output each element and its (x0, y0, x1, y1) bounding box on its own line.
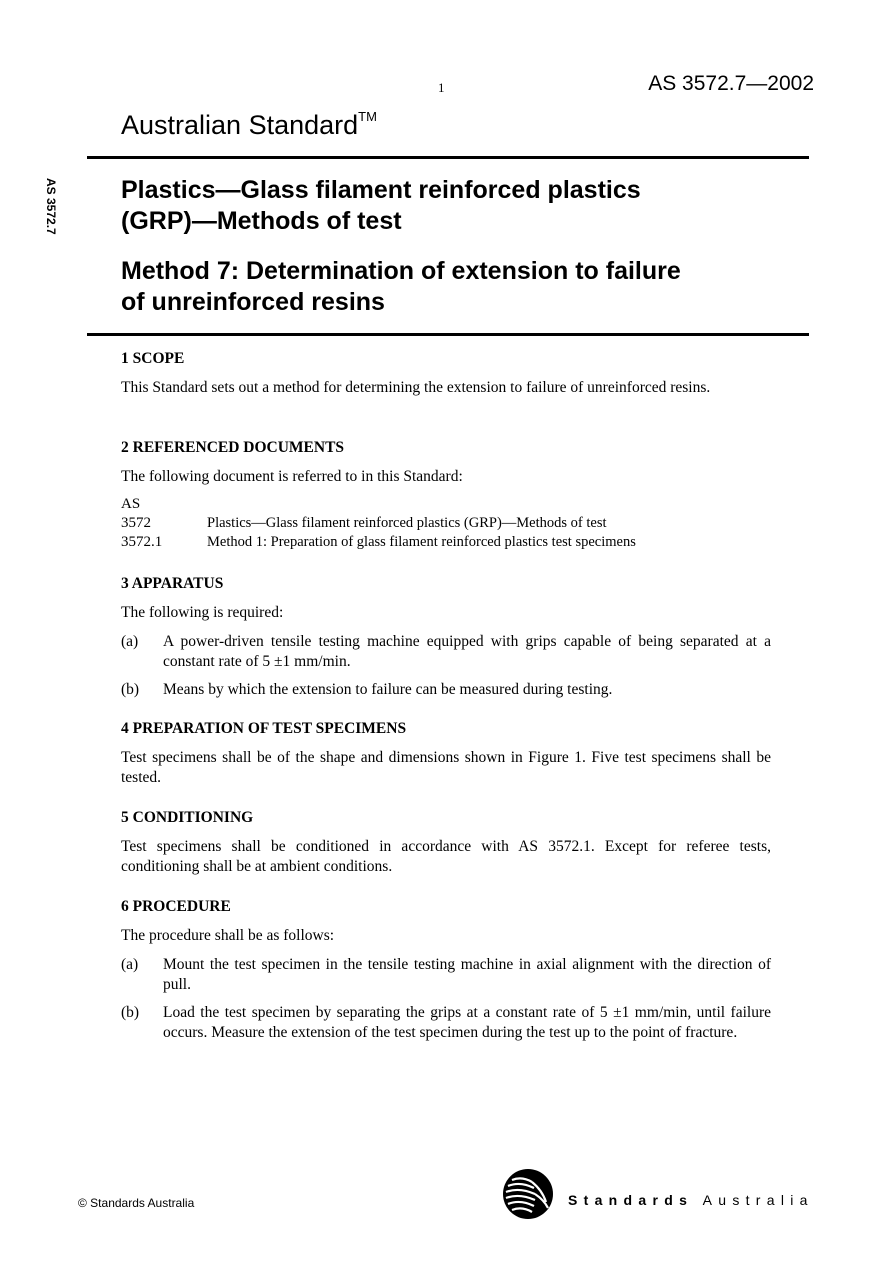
standards-australia-logo-icon (502, 1168, 554, 1220)
standard-brand (121, 109, 377, 141)
standards-australia-wordmark (568, 1192, 814, 1208)
title-line-2: (GRP)—Methods of test (121, 207, 402, 235)
title-line-1: Plastics—Glass filament reinforced plastics (121, 176, 641, 204)
reference-title: Method 1: Preparation of glass filament reinforced plastics test specimens (207, 534, 636, 550)
document-title (121, 175, 641, 237)
reference-code: 3572.1 (121, 534, 163, 550)
section-heading-scope: 1 SCOPE (121, 350, 185, 367)
list-item-text: Mount the test specimen in the tensile testing machine in axial alignment with the direction of pull. (163, 956, 771, 993)
list-item-text: Means by which the extension to failure can be measured during testing. (163, 681, 613, 698)
brand-text: Australian Standard (121, 110, 359, 140)
scope-text: This Standard sets out a method for determining the extension to failure of unreinforced resins. (121, 379, 711, 396)
list-item (121, 680, 771, 700)
list-item (121, 632, 771, 671)
footer-copyright: © Standards Australia (78, 1196, 195, 1210)
reference-list (121, 496, 771, 556)
list-item-label: (a) (121, 956, 139, 973)
reference-title: Plastics—Glass filament reinforced plastics (GRP)—Methods of test (207, 515, 607, 531)
apparatus-intro: The following is required: (121, 604, 284, 621)
procedure-intro: The procedure shall be as follows: (121, 927, 335, 944)
section-heading-referenced-documents: 2 REFERENCED DOCUMENTS (121, 439, 345, 456)
list-item (121, 1003, 771, 1042)
page-number: 1 (438, 80, 445, 95)
section-heading-conditioning: 5 CONDITIONING (121, 809, 254, 826)
section-heading-procedure: 6 PROCEDURE (121, 898, 231, 915)
method-title (121, 256, 681, 318)
list-item-text: Load the test specimen by separating the grips at a constant rate of 5 ±1 mm/min, until failure occurs. Measure the extension of the test specimen during the test up to the point of fracture. (163, 1004, 771, 1041)
reference-code: 3572 (121, 515, 151, 531)
list-item-label: (a) (121, 633, 139, 650)
section-heading-preparation: 4 PREPARATION OF TEST SPECIMENS (121, 720, 407, 737)
method-title-line-2: of unreinforced resins (121, 288, 385, 316)
wordmark-standards: Standards (568, 1192, 694, 1208)
conditioning-text: Test specimens shall be conditioned in accordance with AS 3572.1. Except for referee tests, conditioning shall be at ambient conditions. (121, 838, 771, 875)
reference-code: AS (121, 496, 141, 512)
list-item-label: (b) (121, 1004, 140, 1021)
list-item (121, 955, 771, 994)
standard-number: AS 3572.7—2002 (648, 72, 814, 95)
top-rule (87, 156, 809, 159)
spine-label: AS 3572.7 (44, 178, 58, 235)
preparation-text: Test specimens shall be of the shape and dimensions shown in Figure 1. Five test specimens shall be tested. (121, 749, 771, 786)
section-heading-apparatus: 3 APPARATUS (121, 575, 224, 592)
wordmark-australia: Australia (702, 1192, 814, 1208)
list-item-text: A power-driven tensile testing machine equipped with grips capable of being separated at a constant rate of 5 ±1 mm/min. (163, 633, 771, 670)
referenced-documents-intro: The following document is referred to in this Standard: (121, 468, 463, 485)
method-title-line-1: Method 7: Determination of extension to failure (121, 257, 681, 285)
title-rule (87, 333, 809, 336)
list-item-label: (b) (121, 681, 140, 698)
trademark-mark: TM (358, 109, 377, 124)
